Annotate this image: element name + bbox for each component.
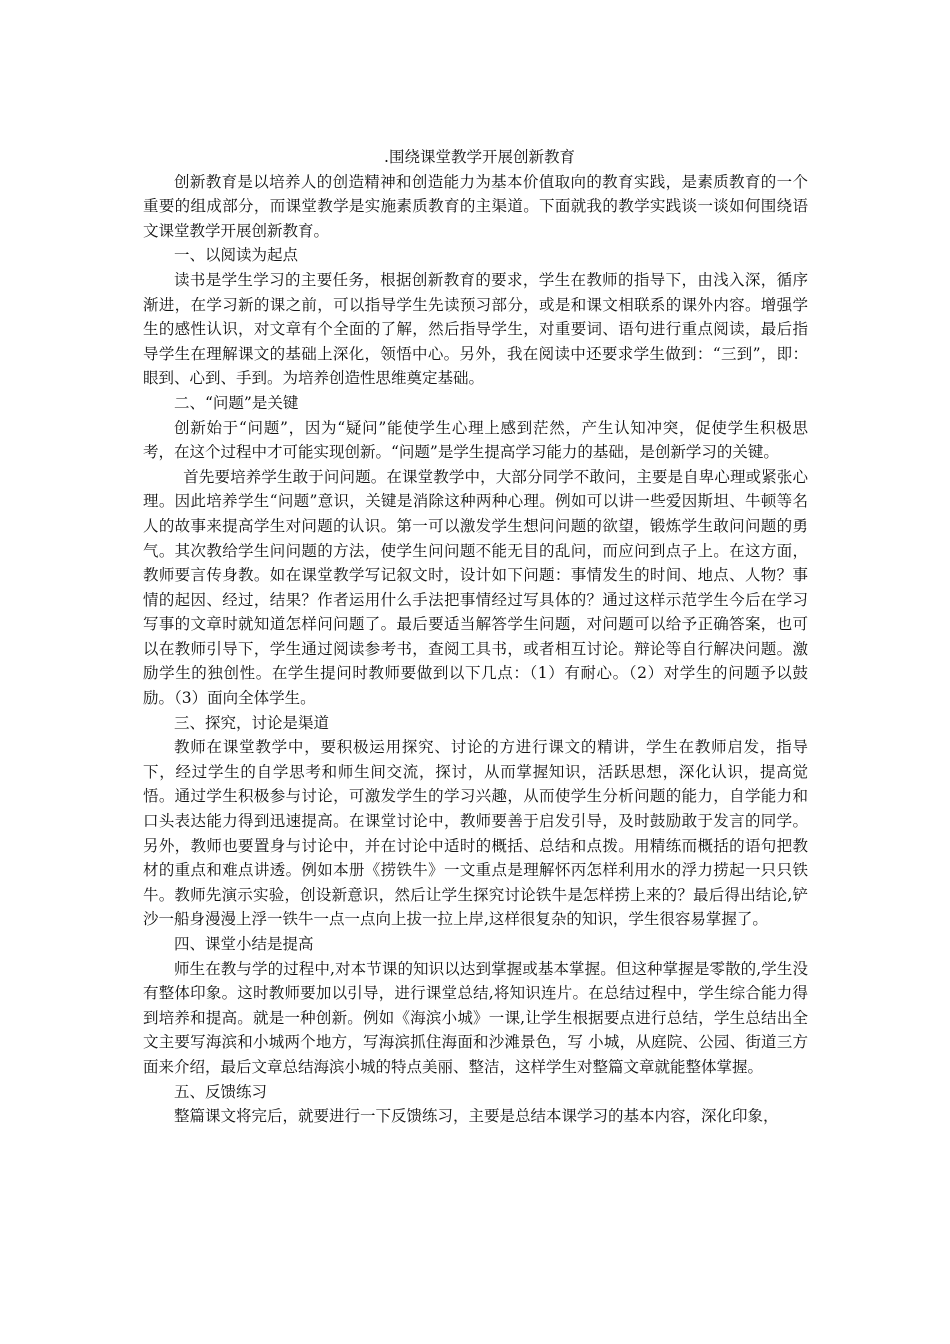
paragraph-reading: 读书是学生学习的主要任务，根据创新教育的要求，学生在教师的指导下，由浅入深，循序渐进，在学习新的课之前，可以指导学生先读预习部分，或是和课文相联系的课外内容。增强学生的感性认识，对文章有个全面的了解，然后指导学生，对重要词、语句进行重点阅读，最后指导学生在理解课文的基础上深化，领悟中心。另外，我在阅读中还要求学生做到：“三到”，即：眼到、心到、手到。为培养创造性思维奠定基础。 — [143, 270, 808, 388]
paragraph-summary: 师生在教与学的过程中,对本节课的知识以达到掌握或基本掌握。但这种掌握是零散的,学生没有整体印象。这时教师要加以引导，进行课堂总结,将知识连片。在总结过程中，学生综合能力得到培养和提高。就是一种创新。例如《海滨小城》一课,让学生根据要点进行总结，学生总结出全文主要写海滨和小城两个地方，写海滨抓住海面和沙滩景色，写 小城，从庭院、公园、街道三方面来介绍，最后文章总结海滨小城的特点美丽、整洁，这样学生对整篇文章就能整体掌握。 — [143, 959, 808, 1076]
section-heading-3: 三、探究，讨论是渠道 — [174, 713, 330, 732]
paragraph-questions: 创新始于“问题”，因为“疑问”能使学生心理上感到茫然，产生认知冲突，促使学生积极思考，在这个过程中才可能实现创新。“问题”是学生提高学习能力的基础，是创新学习的关键。 — [143, 418, 808, 462]
section-heading-5: 五、反馈练习 — [174, 1082, 268, 1101]
paragraph-asking: 首先要培养学生敢于问问题。在课堂教学中，大部分同学不敢问，主要是自卑心理或紧张心理。因此培养学生“问题”意识，关键是消除这种两种心理。例如可以讲一些爱因斯坦、牛顿等名人的故事来提高学生对问题的认识。第一可以激发学生想问问题的欲望，锻炼学生敢问问题的勇气。其次教给学生问问题的方法，使学生问问题不能无目的乱问，而应问到点子上。在这方面，教师要言传身教。如在课堂教学写记叙文时，设计如下问题：事情发生的时间、地点、人物？事情的起因、经过，结果？作者运用什么手法把事情经过写具体的？通过这样示范学生今后在学习写事的文章时就知道怎样问问题了。最后要适当解答学生问题，对问题可以给予正确答案，也可以在教师引导下，学生通过阅读参考书，查阅工具书，或者相互讨论。辩论等自行解决问题。激励学生的独创性。在学生提问时教师要做到以下几点：（1）有耐心。（2）对学生的问题予以鼓励。（3）面向全体学生。 — [143, 467, 808, 708]
paragraph-intro: 创新教育是以培养人的创造精神和创造能力为基本价值取向的教育实践，是素质教育的一个重要的组成部分，而课堂教学是实施素质教育的主渠道。下面就我的教学实践谈一谈如何围绕语文课堂教学开展创新教育。 — [143, 172, 808, 240]
document-body — [143, 145, 808, 1129]
section-heading-2: 二、“问题”是关键 — [174, 393, 299, 412]
document-title: .围绕课堂教学开展创新教育 — [384, 148, 575, 166]
section-heading-1: 一、以阅读为起点 — [174, 246, 299, 265]
paragraph-discussion: 教师在课堂教学中，要积极运用探究、讨论的方进行课文的精讲，学生在教师启发，指导下，经过学生的自学思考和师生间交流，探讨，从而掌握知识，活跃思想，深化认识，提高觉悟。通过学生积极参与讨论，可激发学生的学习兴趣，从而使学生分析问题的能力，自学能力和口头表达能力得到迅速提高。在课堂讨论中，教师要善于启发引导，及时鼓励敢于发言的同学。另外，教师也要置身与讨论中，并在讨论中适时的概括、总结和点拨。用精练而概括的语句把教材的重点和难点讲透。例如本册《捞铁牛》一文重点是理解怀丙怎样利用水的浮力捞起一只只铁牛。教师先演示实验，创设新意识，然后让学生探究讨论铁牛是怎样捞上来的？最后得出结论,铲沙一船身漫漫上浮一铁牛一点一点向上拔一拉上岸,这样很复杂的知识，学生很容易掌握了。 — [143, 738, 808, 929]
section-heading-4: 四、课堂小结是提高 — [174, 935, 314, 953]
paragraph-feedback: 整篇课文将完后，就要进行一下反馈练习，主要是总结本课学习的基本内容，深化印象， — [174, 1107, 779, 1126]
